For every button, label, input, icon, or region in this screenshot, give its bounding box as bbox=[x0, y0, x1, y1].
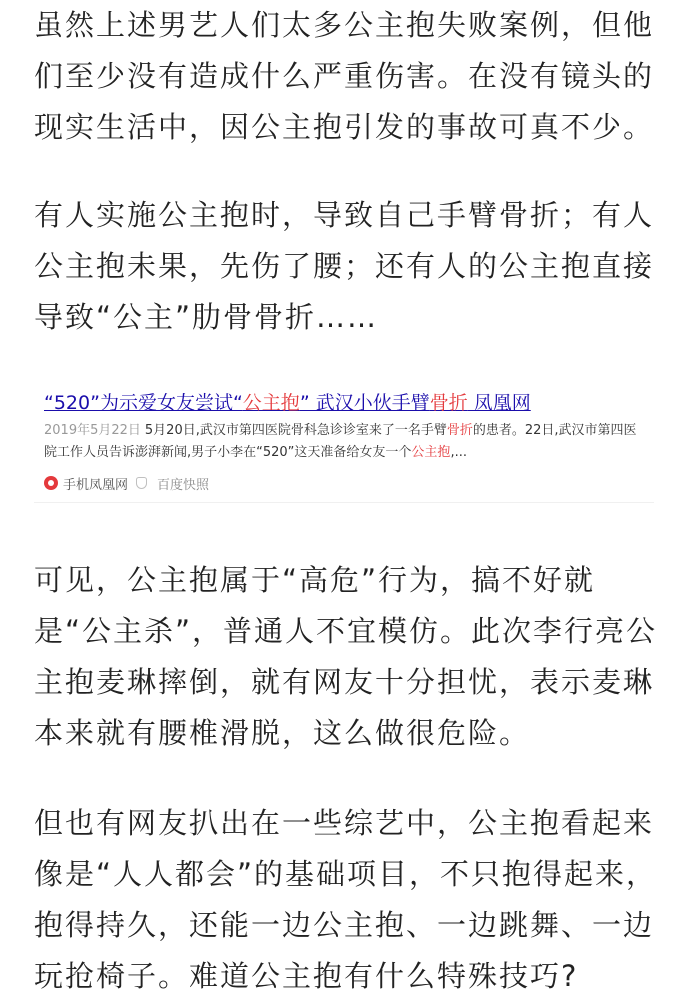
snippet-text-2: 的患者。22日,武汉市第四医院工作人员告诉澎湃新闻,男子小李在“520”这天准备给女友一个 bbox=[44, 423, 637, 460]
search-result-snippet bbox=[44, 420, 644, 464]
search-result-title-link[interactable] bbox=[44, 390, 531, 416]
title-text-2: ” 武汉小伙手臂 bbox=[299, 392, 430, 414]
snippet-highlight-1: 骨折 bbox=[446, 423, 473, 438]
snippet-text-3: ,... bbox=[450, 445, 467, 460]
title-text-1: “520”为示爱女友尝试“ bbox=[44, 392, 243, 414]
snapshot-link[interactable]: 百度快照 bbox=[157, 477, 210, 493]
title-highlight-1: 公主抱 bbox=[242, 392, 300, 414]
snippet-text-1: 5月20日,武汉市第四医院骨科急诊诊室来了一名手臂 bbox=[144, 423, 447, 438]
search-result-source bbox=[44, 473, 209, 493]
phoenix-logo-icon bbox=[44, 476, 58, 490]
paragraph-2: 有人实施公主抱时，导致自己手臂骨折；有人公主抱未果，先伤了腰；还有人的公主抱直接导致“公主”肋骨骨折…… bbox=[34, 198, 655, 334]
shield-icon bbox=[136, 477, 147, 489]
result-date: 2019年5月22日 bbox=[44, 423, 141, 438]
search-result-card bbox=[34, 378, 654, 503]
paragraph-3: 可见，公主抱属于“高危”行为，搞不好就是“公主杀”，普通人不宜模仿。此次李行亮公主抱麦琳摔倒，就有网友十分担忧，表示麦琳本来就有腰椎滑脱，这么做很危险。 bbox=[34, 563, 658, 750]
title-text-3: 凤凰网 bbox=[467, 392, 531, 414]
title-highlight-2: 骨折 bbox=[429, 392, 468, 414]
snippet-highlight-2: 公主抱 bbox=[411, 445, 451, 460]
paragraph-1: 虽然上述男艺人们太多公主抱失败案例，但他们至少没有造成什么严重伤害。在没有镜头的现实生活中，因公主抱引发的事故可真不少。 bbox=[34, 8, 655, 144]
source-name: 手机凤凰网 bbox=[63, 477, 129, 493]
paragraph-4: 但也有网友扒出在一些综艺中，公主抱看起来像是“人人都会”的基础项目，不只抱得起来，抱得持久，还能一边公主抱、一边跳舞、一边玩抢椅子。难道公主抱有什么特殊技巧? bbox=[34, 806, 658, 993]
